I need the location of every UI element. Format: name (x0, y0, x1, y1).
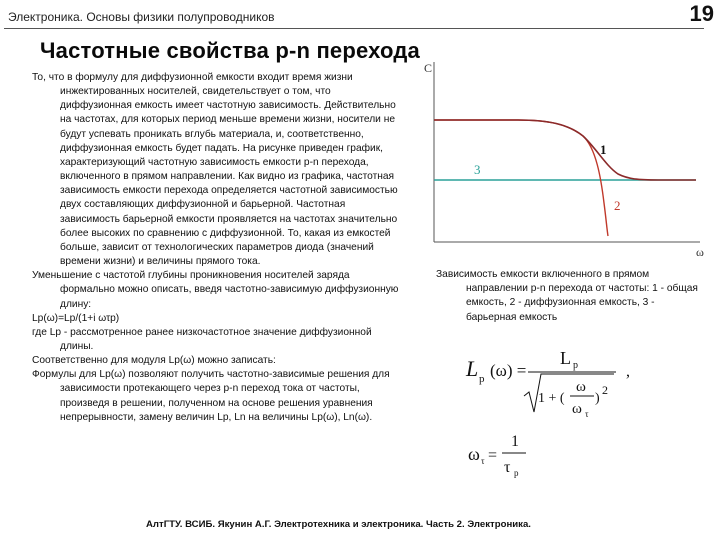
header-rule (4, 28, 704, 29)
omega-tau-den: τ (504, 459, 511, 476)
omega-tau-sub: τ (481, 456, 485, 466)
omega-tau-num: 1 (511, 433, 519, 450)
slide-title: Частотные свойства p-n перехода (40, 38, 420, 63)
omega-tau-lhs: ω (468, 444, 480, 464)
curve-label-3: 3 (474, 162, 481, 177)
formula-den-prefix: 1 + ( (538, 391, 565, 406)
chart-caption (436, 268, 704, 325)
body-paragraph-3: где Lp - рассмотренное ранее низкочастотное значение диффузионной длины. (32, 326, 372, 352)
body-paragraph-5: Формулы для Lp(ω) позволяют получить частотно-зависимые решения для зависимости протекающего через p-n переход тока от частоты, произведя в решении, полученном на основе решения уравнения непрерывности, замену величин Lp, Ln на величины Lp(ω), Ln(ω). (32, 369, 390, 423)
page-number: 19 (689, 1, 714, 26)
capacitance-frequency-chart (418, 58, 714, 258)
formula-numerator-sub: p (573, 360, 578, 371)
x-axis-label: ω (696, 245, 704, 258)
curve-diffusion (434, 120, 608, 236)
header-label: Электроника. Основы физики полупроводников (8, 10, 275, 24)
formula-lhs-sub: p (479, 373, 485, 385)
body-formula-line: Lp(ω)=Lp/(1+i ωτp) (32, 312, 120, 324)
body-paragraph-1: То, что в формулу для диффузионной емкости входит время жизни инжектированных носителей, свидетельствует о том, что диффузионная емкость имеет частотную зависимость. Действительно на частотах, для которых период меньше времени жизни, носители не будут успевать проникать вглубь материала, и, соответственно, диффузионная емкость будет падать. На рисунке приведен график, характеризующий частотную зависимость емкости p-n перехода, включенного в прямом направлении. Как видно из графика, частотная зависимость емкости перехода определяется частотной зависимостью двух составляющих диффузионной и барьерной. Частотная зависимость барьерной емкости проявляется на частотах значительно более высоких по сравнению с диффузионной. То, какая из емкостей больше, зависит от технологических параметров диода (значений времени жизни) и величины прямого тока. (32, 72, 398, 268)
body-paragraph-2: Уменьшение с частотой глубины проникновения носителей заряда формально можно описать, введя частотно-зависимую диффузионную длину: (32, 270, 399, 310)
footer: АлтГТУ. ВСИБ. Якунин А.Г. Электротехника и электроника. Часть 2. Электроника. (146, 519, 531, 530)
body-paragraph-4: Соответственно для модуля Lp(ω) можно записать: (32, 355, 276, 367)
formula-den-suffix: ) (595, 391, 600, 406)
body-text (32, 71, 400, 425)
formula-den-frac-num: ω (576, 379, 586, 395)
formula-trailing: , (626, 363, 630, 380)
curve-label-2: 2 (614, 198, 621, 213)
formula-block (440, 340, 710, 500)
caption-text: Зависимость емкости включенного в прямом направлении p-n перехода от частоты: 1 - общая емкость, 2 - диффузионная емкость, 3 - барьерная емкость (436, 269, 698, 323)
formula-exponent: 2 (602, 383, 608, 397)
formula-arg: (ω) = (490, 361, 527, 380)
omega-tau-den-sub: p (514, 468, 519, 478)
y-axis-label: C (424, 61, 433, 75)
formula-lhs: L (466, 356, 479, 381)
formula-den-frac-den-sub: τ (585, 409, 589, 419)
formula-numerator: L (560, 348, 571, 368)
curve-label-1: 1 (600, 142, 607, 157)
omega-tau-eq: = (488, 447, 498, 464)
formula-den-frac-den: ω (572, 401, 582, 417)
